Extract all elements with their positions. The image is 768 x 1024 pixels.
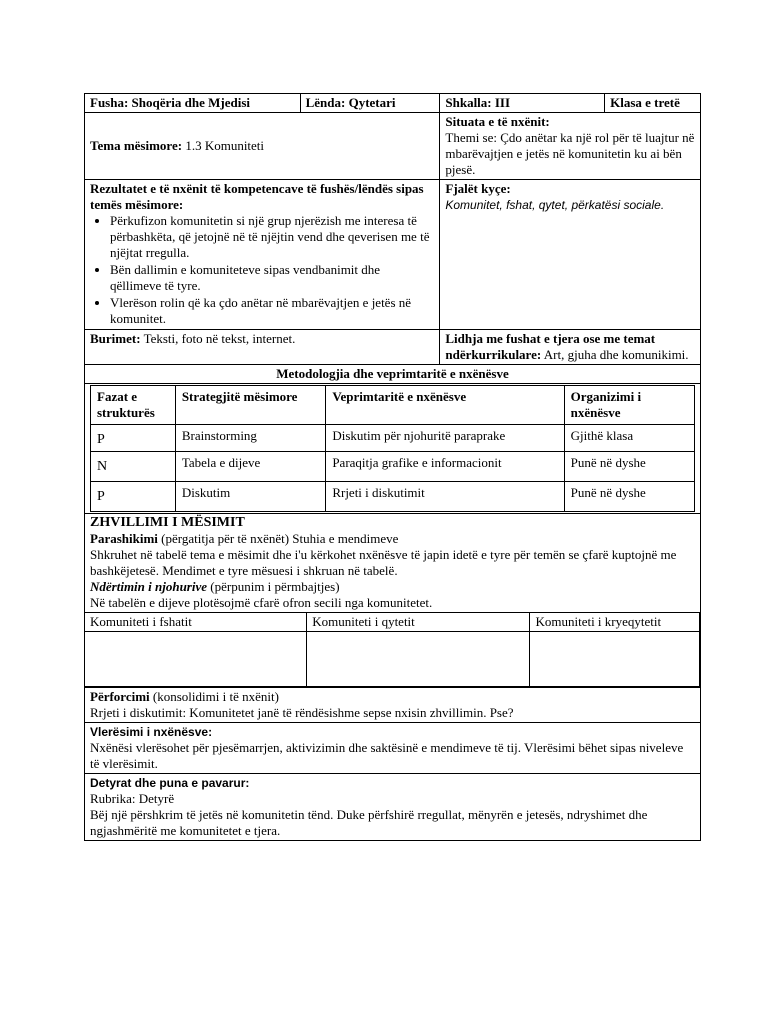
col-header-organization: Organizimi i nxënësve: [564, 386, 694, 425]
knowledge-building-text: Në tabelën e dijeve plotësojmë cfarë ofron secili nga komunitetet.: [90, 595, 433, 610]
methodology-table: [90, 385, 695, 512]
development-section: [84, 514, 701, 688]
community-table: [84, 612, 700, 687]
topic-cell: Tema mësimore: 1.3 Komuniteti: [85, 113, 440, 180]
outcome-item: • Bën dallimin e komuniteteve sipas vendbanimit dhe qëllimeve të tyre.: [110, 262, 434, 294]
outcome-item: • Vlerëson rolin që ka çdo anëtar në mbarëvajtjen e jetës në komunitet.: [110, 295, 434, 327]
development-heading: ZHVILLIMI I MËSIMIT: [90, 515, 245, 530]
field-cell: Fusha: Shoqëria dhe Mjedisi: [85, 94, 301, 113]
col-header-strategies: Strategjitë mësimore: [175, 386, 325, 425]
outcome-item: • Përkufizon komunitetin si një grup njerëzish me interesa të përbashkëta, që jetojnë në të njëjtin vend dhe qeverisen me të njëjtat rregulla.: [110, 213, 434, 261]
col-header-capital: Komuniteti i kryeqytetit: [530, 613, 700, 632]
col-header-village: Komuniteti i fshatit: [85, 613, 307, 632]
keywords-cell: Fjalët kyçe: Komunitet, fshat, qytet, përkatësi sociale.: [440, 180, 701, 330]
learning-situation-cell: Situata e të nxënit: Themi se: Çdo anëtar ka një rol për të luajtur në mbarëvajtjen e jetës në komunitetin ku ai bën pjesë.: [440, 113, 701, 180]
col-header-phases: Fazat e strukturës: [91, 386, 176, 425]
links-cell: Lidhja me fushat e tjera ose me temat ndërkurrikulare: Art, gjuha dhe komunikimi.: [440, 330, 701, 365]
assessment-section: Vlerësimi i nxënësve: Nxënësi vlerësohet për pjesëmarrjen, aktivizimin dhe saktësinë e mendimeve të tij. Vlerësimi bëhet sipas niveleve të vlerësimit.: [84, 723, 701, 774]
subject-cell: Lënda: Qytetari: [300, 94, 440, 113]
blank-cell: [307, 632, 530, 687]
methodology-heading: Metodologjia dhe veprimtaritë e nxënësve: [85, 365, 701, 384]
table-row: P Diskutim Rrjeti i diskutimit Punë në dyshe: [91, 482, 695, 512]
learning-outcomes-cell: Rezultatet e të nxënit të kompetencave të fushës/lëndës sipas temës mësimore: • Përkufizon komunitetin si një grup njerëzish me interesa të përbashkëta, që jetojnë në të njëjtin vend dhe qeverisen me të njëjtat rregulla. • Bën dallimin e komuniteteve sipas vendbanimit dhe qëllimeve të tyre. • Vlerëson rolin që ka çdo anëtar në mbarëvajtjen e jetës në komunitet.: [85, 180, 440, 330]
level-cell: Shkalla: III: [440, 94, 605, 113]
knowledge-building-paragraph: Ndërtimin i njohurive (përpunim i përmbajtjes): [90, 579, 340, 594]
table-row: N Tabela e dijeve Paraqitja grafike e informacionit Punë në dyshe: [91, 452, 695, 482]
col-header-city: Komuniteti i qytetit: [307, 613, 530, 632]
table-row: P Brainstorming Diskutim për njohuritë paraprake Gjithë klasa: [91, 425, 695, 452]
blank-cell: [85, 632, 307, 687]
class-cell: Klasa e tretë: [605, 94, 701, 113]
prediction-text: Shkruhet në tabelë tema e mësimit dhe i'u kërkohet nxënësve të japin idetë e tyre për temën se çfarë kuptojnë me bashkëjetesë. Mendimet e tyre mësuesi i shkruan në tabelë.: [90, 547, 677, 578]
prediction-paragraph: Parashikimi (përgatitja për të nxënët) Stuhia e mendimeve: [90, 531, 399, 546]
lesson-plan: [84, 93, 701, 841]
col-header-activities: Veprimtaritë e nxënësve: [326, 386, 564, 425]
methodology-section: [84, 384, 701, 514]
reinforcement-section: Përforcimi (konsolidimi i të nxënit) Rrjeti i diskutimit: Komunitetet janë të rëndësishme sepse nxisin zhvillimin. Pse?: [84, 688, 701, 723]
header-table: [84, 93, 701, 384]
homework-section: Detyrat dhe puna e pavarur: Rubrika: Detyrë Bëj një përshkrim të jetës në komunitetin tënd. Duke përfshirë rregullat, mënyrën e jetesës, ndryshimet dhe ngjashmëritë me komunitetet e tjera.: [84, 774, 701, 841]
outcomes-list: [90, 213, 434, 327]
blank-cell: [530, 632, 700, 687]
sources-cell: Burimet: Teksti, foto në tekst, internet.: [85, 330, 440, 365]
